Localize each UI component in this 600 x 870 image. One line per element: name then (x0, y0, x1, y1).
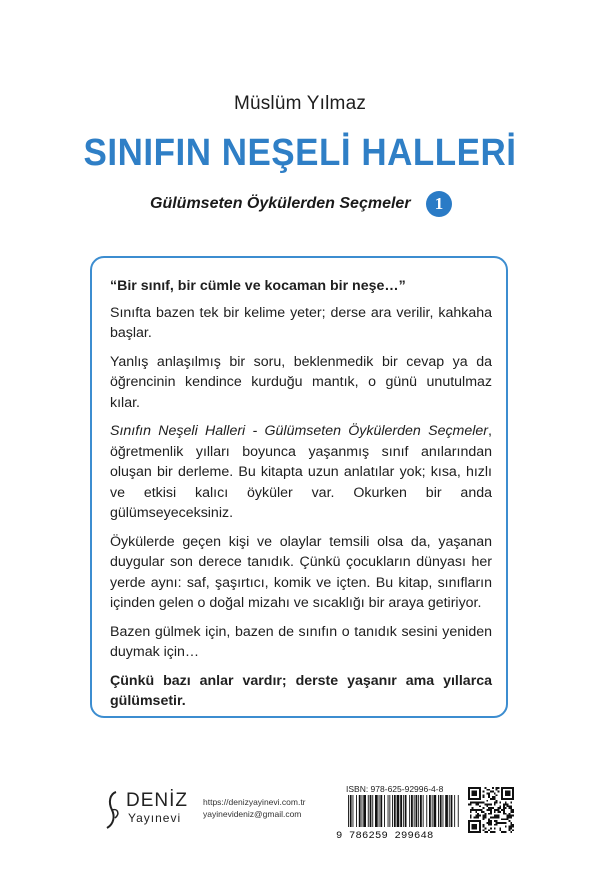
publisher-logo-mark-icon (102, 788, 124, 832)
blurb-closing: Çünkü bazı anlar vardır; derste yaşanır ama yıllarca gülümsetir. (110, 672, 492, 709)
publisher-name: DENİZ (126, 790, 188, 811)
book-subtitle: Gülümseten Öykülerden Seçmeler (150, 195, 411, 212)
volume-badge: 1 (426, 191, 452, 217)
isbn-label: ISBN: 978-625-92996-4-8 (346, 784, 444, 794)
blurb-paragraph-1: Sınıfta bazen tek bir kelime yeter; derse ara verilir, kahkaha başlar. (110, 304, 492, 341)
blurb-paragraph-3-text: , öğretmenlik yılları boyunca yaşanmış sınıf anılarından oluşan bir derleme. Bu kitapta uzun anlatılar yok; kısa, hızlı ve etkisi kalıcı öyküler var. Okurken bir anda gülümseyeceksiniz. (110, 423, 492, 521)
publisher-email[interactable]: yayinevideniz@gmail.com (203, 809, 302, 819)
author-name: Müslüm Yılmaz (233, 93, 367, 114)
book-title: SINIFIN NEŞELİ HALLERİ (83, 131, 517, 174)
publisher-contact (203, 796, 306, 820)
blurb-quote: “Bir sınıf, bir cümle ve kocaman bir neşe…” (110, 278, 406, 294)
publisher-logo (102, 788, 202, 830)
blurb-paragraph-5: Bazen gülmek için, bazen de sınıfın o tanıdık sesini yeniden duymak için… (110, 623, 492, 660)
blurb-paragraph-4: Öykülerde geçen kişi ve olaylar temsili olsa da, yaşanan duygular son derece tanıdık. Çünkü çocukların dünyası her yerde aynı: saf, şaşırtıcı, komik ve içten. Bu kitap, sınıfların içinden gelen o doğal mizahı ve sıcaklığı bir araya getiriyor. (110, 533, 492, 611)
barcode-digits: 9 786259 299648 (336, 830, 434, 842)
blurb-book-title: Sınıfın Neşeli Halleri - Gülümseten Öykülerden Seçmeler (110, 423, 489, 439)
publisher-subname: Yayınevi (128, 811, 182, 825)
barcode-icon (347, 795, 460, 827)
blurb-paragraph-2: Yanlış anlaşılmış bir soru, beklenmedik bir cevap ya da öğrencinin kendince kurduğu mantık, o günü unutulmaz kılar. (110, 353, 492, 411)
publisher-website[interactable]: https://denizyayinevi.com.tr (203, 797, 306, 807)
blurb-paragraph-3 (110, 421, 492, 524)
blurb-box (90, 256, 508, 718)
qr-code-icon (468, 787, 514, 833)
